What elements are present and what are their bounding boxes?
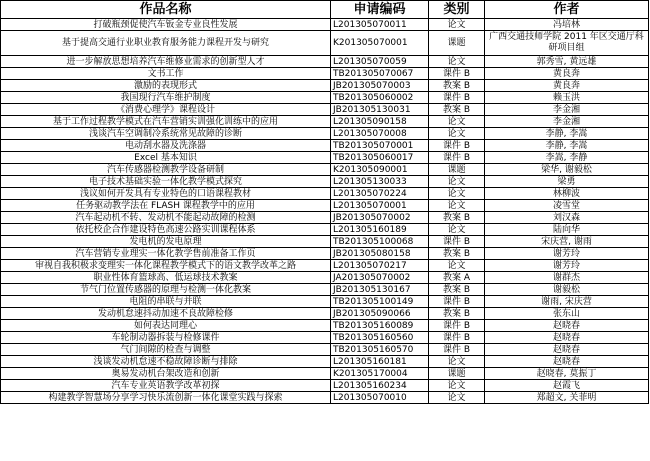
cell-type: 课件 B [429, 320, 485, 332]
table-row [1, 152, 649, 164]
table-row [1, 116, 649, 128]
header-type: 类别 [429, 1, 485, 19]
cell-code: TB201305160560 [331, 332, 429, 344]
cell-name: 汽车专业英语教学改革初探 [1, 380, 331, 392]
cell-author: 谢毅松 [485, 284, 649, 296]
cell-type: 课件 B [429, 236, 485, 248]
cell-code: L201305070008 [331, 128, 429, 140]
table-row [1, 128, 649, 140]
cell-code: L201305070001 [331, 200, 429, 212]
table-row [1, 308, 649, 320]
cell-author: 赵晓春 [485, 344, 649, 356]
cell-type: 论文 [429, 224, 485, 236]
cell-code: TB201305100068 [331, 236, 429, 248]
cell-type: 课件 B [429, 140, 485, 152]
cell-code: JB201305070003 [331, 80, 429, 92]
cell-author: 赵霞飞 [485, 380, 649, 392]
cell-author: 赵晓春 [485, 332, 649, 344]
cell-type: 论文 [429, 116, 485, 128]
cell-code: L201305160234 [331, 380, 429, 392]
cell-code: L201305070011 [331, 19, 429, 31]
cell-type: 论文 [429, 19, 485, 31]
cell-type: 课题 [429, 368, 485, 380]
cell-author: 赖玉洪 [485, 92, 649, 104]
cell-name: 进一步解放思想培养汽车维修业需求的创新型人才 [1, 56, 331, 68]
cell-name: 车轮制动器拆装与检修课件 [1, 332, 331, 344]
cell-author: 李静, 李嵩 [485, 140, 649, 152]
table-row [1, 284, 649, 296]
cell-author: 冯培林 [485, 19, 649, 31]
table-row [1, 176, 649, 188]
cell-code: TB201305070067 [331, 68, 429, 80]
cell-author: 林柳波 [485, 188, 649, 200]
table-row [1, 332, 649, 344]
cell-name: 职业性体育篮球高、低运球技术教案 [1, 272, 331, 284]
cell-type: 论文 [429, 356, 485, 368]
table-row [1, 140, 649, 152]
cell-name: 节气门位置传感器的原理与检测一体化教案 [1, 284, 331, 296]
cell-author: 谢芳玲 [485, 260, 649, 272]
cell-code: K201305070001 [331, 31, 429, 56]
table-row [1, 344, 649, 356]
cell-code: TB201305160570 [331, 344, 429, 356]
cell-type: 课件 B [429, 296, 485, 308]
table-row [1, 164, 649, 176]
cell-code: JB201305080158 [331, 248, 429, 260]
cell-type: 教案 B [429, 212, 485, 224]
cell-author: 梁勇 [485, 176, 649, 188]
cell-author: 广西交通技师学院 2011 年区交通厅科研项目组 [485, 31, 649, 56]
cell-author: 刘汉森 [485, 212, 649, 224]
cell-name: 激励的表现形式 [1, 80, 331, 92]
cell-code: K201305170004 [331, 368, 429, 380]
cell-name: Excel 基本知识 [1, 152, 331, 164]
header-name: 作品名称 [1, 1, 331, 19]
cell-type: 教案 B [429, 248, 485, 260]
cell-author: 李嵩, 李静 [485, 152, 649, 164]
cell-author: 凌雪堂 [485, 200, 649, 212]
table-row [1, 56, 649, 68]
cell-author: 谢芳玲 [485, 248, 649, 260]
cell-code: TB201305060002 [331, 92, 429, 104]
table-row [1, 212, 649, 224]
header-row [1, 1, 649, 19]
cell-name: 《消费心理学》课程设计 [1, 104, 331, 116]
cell-name: 构建教学智慧场分享学习快乐流创新一体化课堂实践与探索 [1, 392, 331, 404]
cell-author: 李金湘 [485, 116, 649, 128]
cell-name: 审视自我积极求变理实一体化课程教学模式下的语文教学改革之路 [1, 260, 331, 272]
cell-type: 课题 [429, 31, 485, 56]
cell-name: 汽车营销专业理实一体化教学售前准备工作页 [1, 248, 331, 260]
table-row [1, 392, 649, 404]
cell-type: 课件 B [429, 344, 485, 356]
table-row [1, 236, 649, 248]
cell-author: 陆向华 [485, 224, 649, 236]
table-row [1, 272, 649, 284]
cell-name: 依托校企合作建设特色高速公路实训课程体系 [1, 224, 331, 236]
table-row [1, 68, 649, 80]
cell-author: 赵晓春, 莫振丁 [485, 368, 649, 380]
cell-name: 浅谈汽车空调制冷系统常见故障的诊断 [1, 128, 331, 140]
cell-type: 论文 [429, 188, 485, 200]
cell-name: 电阻的串联与并联 [1, 296, 331, 308]
cell-name: 打破瓶颈促使汽车钣金专业良性发展 [1, 19, 331, 31]
cell-code: L201305160189 [331, 224, 429, 236]
cell-type: 论文 [429, 392, 485, 404]
cell-type: 课件 B [429, 68, 485, 80]
cell-type: 教案 B [429, 284, 485, 296]
cell-name: 汽车传感器检测教学设备研制 [1, 164, 331, 176]
cell-type: 课件 B [429, 332, 485, 344]
cell-name: 电子技术基础实验一体化教学模式探究 [1, 176, 331, 188]
cell-author: 梁华, 谢毅松 [485, 164, 649, 176]
cell-type: 教案 B [429, 80, 485, 92]
table-body [1, 19, 649, 404]
header-code: 申请编码 [331, 1, 429, 19]
table-row [1, 104, 649, 116]
cell-code: JB201305090066 [331, 308, 429, 320]
cell-code: L201305130033 [331, 176, 429, 188]
cell-author: 宋庆营, 谢雨 [485, 236, 649, 248]
cell-code: JA201305070002 [331, 272, 429, 284]
cell-author: 赵晓春 [485, 356, 649, 368]
cell-code: JB201305070002 [331, 212, 429, 224]
cell-name: 文书工作 [1, 68, 331, 80]
cell-name: 我国现行汽车维护制度 [1, 92, 331, 104]
table-row [1, 19, 649, 31]
cell-code: TB201305100149 [331, 296, 429, 308]
cell-code: L201305090158 [331, 116, 429, 128]
cell-name: 浅谈发动机怠速不稳故障诊断与排除 [1, 356, 331, 368]
cell-name: 电动刮水器及洗涤器 [1, 140, 331, 152]
cell-code: L201305070010 [331, 392, 429, 404]
cell-name: 发电机的发电原理 [1, 236, 331, 248]
cell-author: 谢群杰 [485, 272, 649, 284]
cell-name: 基于提高交通行业职业教育服务能力课程开发与研究 [1, 31, 331, 56]
table-row [1, 200, 649, 212]
table-row [1, 296, 649, 308]
cell-name: 任务驱动教学法在 FLASH 课程教学中的应用 [1, 200, 331, 212]
table-row [1, 380, 649, 392]
table-row [1, 188, 649, 200]
cell-author: 谢雨, 宋庆营 [485, 296, 649, 308]
cell-type: 论文 [429, 128, 485, 140]
cell-code: TB201305060017 [331, 152, 429, 164]
cell-type: 教案 B [429, 308, 485, 320]
table-row [1, 92, 649, 104]
cell-type: 课题 [429, 164, 485, 176]
cell-type: 课件 B [429, 92, 485, 104]
cell-code: TB201305070001 [331, 140, 429, 152]
cell-author: 赵晓春 [485, 320, 649, 332]
cell-code: L201305070059 [331, 56, 429, 68]
table-row [1, 320, 649, 332]
table-row [1, 80, 649, 92]
cell-name: 发动机怠速抖动加速不良故障检修 [1, 308, 331, 320]
cell-author: 黄良奔 [485, 68, 649, 80]
cell-name: 奥易发动机台架改造和创新 [1, 368, 331, 380]
cell-code: JB201305130167 [331, 284, 429, 296]
cell-author: 张东山 [485, 308, 649, 320]
cell-type: 论文 [429, 200, 485, 212]
cell-type: 课件 B [429, 152, 485, 164]
cell-code: TB201305160089 [331, 320, 429, 332]
cell-name: 基于工作过程教学模式在汽车营销实训强化训练中的应用 [1, 116, 331, 128]
table-row [1, 248, 649, 260]
table-row [1, 356, 649, 368]
table-row [1, 368, 649, 380]
cell-code: L201305070217 [331, 260, 429, 272]
cell-name: 气门间隙的检查与调整 [1, 344, 331, 356]
header-author: 作者 [485, 1, 649, 19]
cell-type: 教案 A [429, 272, 485, 284]
table-row [1, 224, 649, 236]
cell-type: 论文 [429, 176, 485, 188]
cell-code: L201305070224 [331, 188, 429, 200]
table-row [1, 260, 649, 272]
cell-author: 黄良奔 [485, 80, 649, 92]
cell-author: 李静, 李嵩 [485, 128, 649, 140]
cell-type: 论文 [429, 260, 485, 272]
cell-code: K201305090001 [331, 164, 429, 176]
cell-name: 如何表达同理心 [1, 320, 331, 332]
cell-name: 汽车起动机不转、发动机不能起动故障的检测 [1, 212, 331, 224]
cell-type: 论文 [429, 56, 485, 68]
table-row [1, 31, 649, 56]
cell-author: 李金湘 [485, 104, 649, 116]
cell-name: 浅议如何开发具有专业特色的口语课程教材 [1, 188, 331, 200]
cell-code: JB201305130031 [331, 104, 429, 116]
cell-code: L201305160181 [331, 356, 429, 368]
cell-author: 郑超文, 关菲明 [485, 392, 649, 404]
cell-type: 教案 B [429, 104, 485, 116]
cell-type: 论文 [429, 380, 485, 392]
cell-author: 郭秀雪, 黄远雄 [485, 56, 649, 68]
